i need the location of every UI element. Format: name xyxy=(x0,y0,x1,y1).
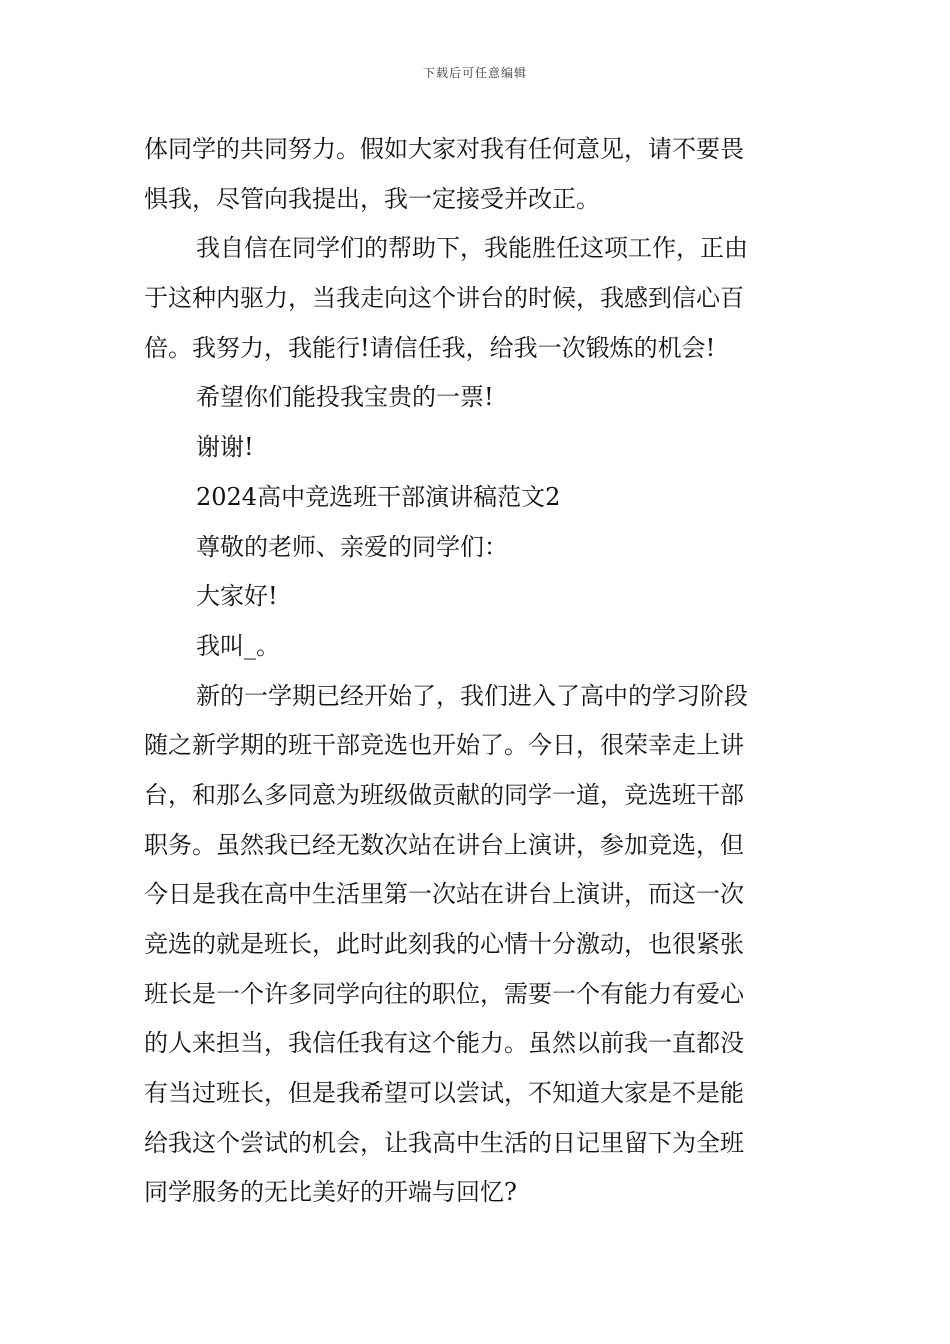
text-line: 今日是我在高中生活里第一次站在讲台上演讲，而这一次 xyxy=(144,880,744,909)
document-body xyxy=(144,125,808,1218)
text-line: 随之新学期的班干部竞选也开始了。今日，很荣幸走上讲 xyxy=(144,731,744,760)
text-line: 惧我，尽管向我提出，我一定接受并改正。 xyxy=(144,184,600,213)
text-line: 的人来担当，我信任我有这个能力。虽然以前我一直都没 xyxy=(144,1029,744,1058)
text-line: 有当过班长，但是我希望可以尝试，不知道大家是不是能 xyxy=(144,1079,744,1108)
page-header: 下载后可任意编辑 xyxy=(422,66,527,80)
text-line: 体同学的共同努力。假如大家对我有任何意见，请不要畏 xyxy=(144,135,744,163)
text-line: 希望你们能投我宝贵的一票! xyxy=(196,383,494,412)
text-line: 同学服务的无比美好的开端与回忆? xyxy=(144,1178,517,1207)
text-line: 于这种内驱力，当我走向这个讲台的时候，我感到信心百 xyxy=(144,284,744,313)
text-line: 新的一学期已经开始了，我们进入了高中的学习阶段 xyxy=(196,681,748,710)
text-line: 职务。虽然我已经无数次站在讲台上演讲，参加竞选，但 xyxy=(144,830,744,859)
text-line: 班长是一个许多同学向往的职位，需要一个有能力有爱心 xyxy=(144,979,744,1008)
text-line: 台，和那么多同意为班级做贡献的同学一道，竞选班干部 xyxy=(144,780,744,809)
text-line: 我叫_。 xyxy=(196,631,280,660)
text-line: 大家好! xyxy=(196,582,278,611)
text-line: 竞选的就是班长，此时此刻我的心情十分激动，也很紧张 xyxy=(144,930,744,958)
text-line: 我自信在同学们的帮助下，我能胜任这项工作，正由 xyxy=(196,234,748,263)
text-line: 给我这个尝试的机会，让我高中生活的日记里留下为全班 xyxy=(144,1128,744,1157)
text-line: 尊敬的老师、亲爱的同学们： xyxy=(196,532,508,561)
section-heading: 2024高中竞选班干部演讲稿范文2 xyxy=(196,482,561,511)
text-line: 倍。我努力，我能行!请信任我，给我一次锻炼的机会! xyxy=(144,333,716,362)
text-line: 谢谢! xyxy=(196,433,254,462)
